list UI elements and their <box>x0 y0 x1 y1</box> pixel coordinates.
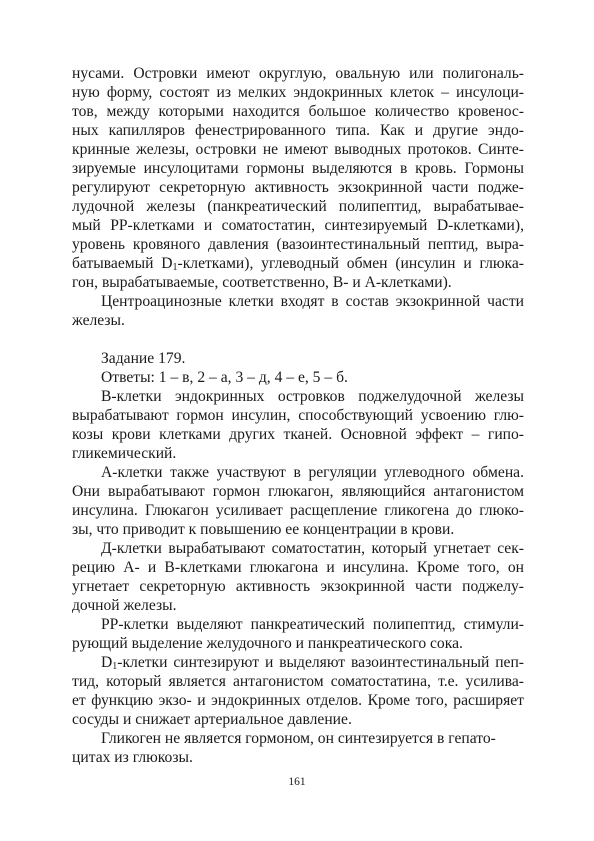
text-line: тов, между которыми находится большое количество кровенос- <box>72 103 524 120</box>
task-heading: Задание 179. <box>101 350 186 367</box>
text-line: нусами. Островки имеют округлую, овальную или полигональ- <box>72 65 524 82</box>
text-line: Они вырабатывают гормон глюкагон, являющийся антагонистом <box>72 483 524 500</box>
text-line: гликемический. <box>72 445 177 462</box>
text-line: сосуды и снижает артериальное давление. <box>72 711 352 728</box>
paragraph-start: А-клетки также участвуют в регуляции углеводного обмена. <box>101 464 524 481</box>
text-line: ную форму, состоят из мелких эндокринных клеток – инсулоци- <box>72 84 524 101</box>
text-line: гон, вырабатываемые, соответственно, B- и A-клетками). <box>72 274 452 291</box>
text-line: цитах из глюкозы. <box>72 749 193 766</box>
paragraph-start: $D_1$-клетки синтезируют и выделяют вазоинтестинальный пеп- <box>101 654 524 672</box>
paragraph-start: Д-клетки вырабатывают соматостатин, который угнетает сек- <box>101 540 524 557</box>
text-line: тид, который является антагонистом соматостатина, т.е. усилива- <box>72 673 524 690</box>
text-line: зируемые инсулоцитами гормоны выделяются в кровь. Гормоны <box>72 160 524 177</box>
text-line: рецию А- и В-клетками глюкагона и инсулина. Кроме того, он <box>72 559 524 576</box>
paragraph-start: PP-клетки выделяют панкреатический полипептид, стимули- <box>101 616 524 633</box>
paragraph-start: Центроацинозные клетки входят в состав экзокринной части <box>101 293 524 310</box>
text-line: батываемый $D_1-клетками$), углеводный обмен (инсулин и глюка- <box>72 255 524 273</box>
text-line: кринные железы, островки не имеют выводных протоков. Синте- <box>72 141 524 158</box>
text-line: зы, что приводит к повышению ее концентрации в крови. <box>72 521 455 538</box>
paragraph-start: B-клетки эндокринных островков поджелудочной железы <box>101 388 524 405</box>
text-line: вырабатывают гормон инсулин, способствующий усвоению глю- <box>72 407 524 424</box>
answers-line: Ответы: 1 – в, 2 – а, 3 – д, 4 – е, 5 – б. <box>101 369 348 386</box>
paragraph-start: Гликоген не является гормоном, он синтезируется в гепато- <box>101 730 496 747</box>
text-line: железы. <box>72 312 125 329</box>
text-line: ет функцию экзо- и эндокринных отделов. Кроме того, расширяет <box>72 692 524 709</box>
text-line: ных капилляров фенестрированного типа. Как и другие эндо- <box>72 122 524 139</box>
text-line: регулируют секреторную активность экзокринной части подже- <box>72 179 524 196</box>
text-line: уровень кровяного давления (вазоинтестинальный пептид, выра- <box>72 236 524 253</box>
text-line: лудочной железы (панкреатический полипептид, вырабатывае- <box>72 198 524 215</box>
text-line: рующий выделение желудочного и панкреатического сока. <box>72 635 463 652</box>
text-line: инсулина. Глюкагон усиливает расщепление гликогена до глюко- <box>72 502 524 519</box>
text-line: козы крови клетками других тканей. Основной эффект – гипо- <box>72 426 524 443</box>
text-line: угнетает секреторную активность экзокринной части поджелу- <box>72 578 524 595</box>
text-line: мый PP-клетками и соматостатин, синтезируемый D-клетками), <box>72 217 524 234</box>
text-line: дочной железы. <box>72 597 177 614</box>
page-number: 161 <box>288 776 306 788</box>
